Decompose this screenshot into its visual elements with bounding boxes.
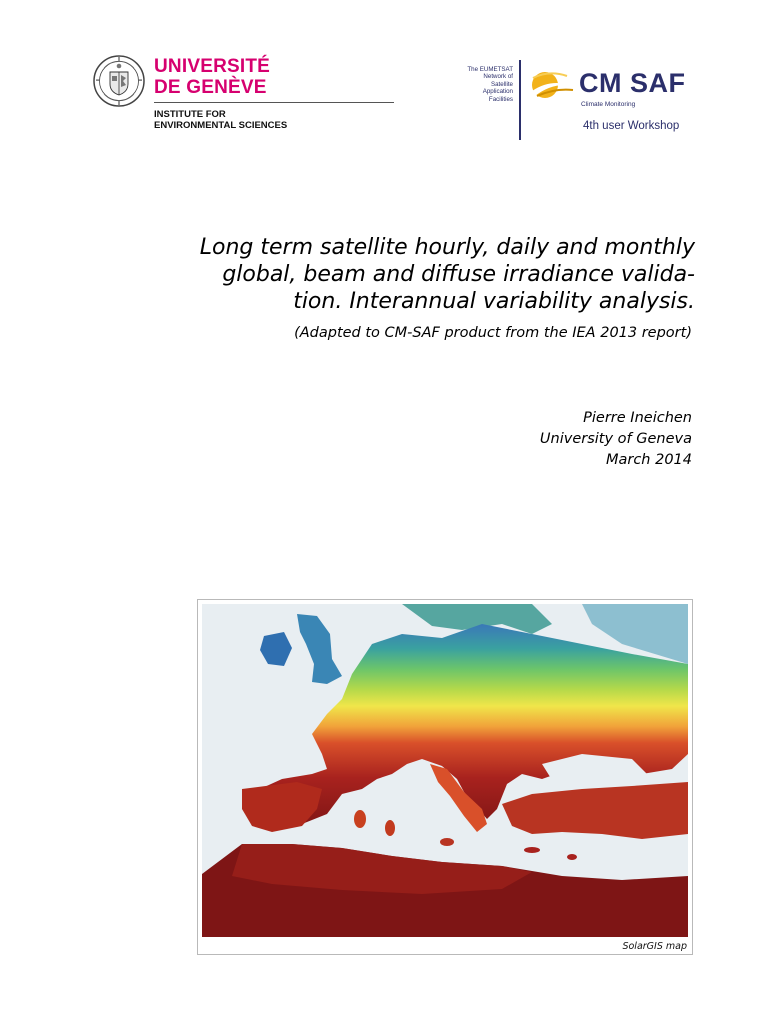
network-line: Satellite (490, 80, 513, 88)
document-date: March 2014 (605, 452, 692, 468)
document-title (85, 234, 695, 315)
cmsaf-title: CM SAF (579, 68, 686, 98)
university-name-line2: DE GENÈVE (154, 77, 267, 98)
university-seal-icon (92, 54, 146, 108)
network-line: The EUMETSAT (467, 66, 513, 73)
network-line: Network of (483, 73, 513, 81)
network-line: Application (482, 88, 513, 96)
title-line: tion. Interannual variability analysis. (293, 289, 695, 314)
cmsaf-logo (455, 54, 695, 140)
sun-swirl-icon (529, 66, 575, 104)
institute-name (154, 109, 287, 131)
title-line: Long term satellite hourly, daily and monthly (199, 235, 695, 260)
europe-irradiance-map (202, 604, 688, 937)
document-subtitle: (Adapted to CM-SAF product from the IEA 2013 report) (294, 325, 692, 341)
map-caption: SolarGIS map (622, 941, 687, 952)
author-affiliation: University of Geneva (539, 431, 692, 447)
network-line: Facilities (488, 95, 513, 103)
logo-divider (154, 102, 394, 103)
workshop-label: 4th user Workshop (583, 120, 680, 132)
cmsaf-subtitle: Climate Monitoring (581, 101, 636, 108)
logo-divider (519, 60, 521, 140)
unige-logo (92, 54, 304, 134)
author-name: Pierre Ineichen (583, 410, 692, 426)
author-block (540, 408, 692, 471)
university-name-line1: UNIVERSITÉ (154, 56, 271, 77)
eumetsat-network-text (455, 66, 513, 103)
institute-line1: INSTITUTE FOR (154, 109, 226, 120)
institute-line2: ENVIRONMENTAL SCIENCES (154, 120, 288, 131)
university-name (154, 56, 270, 98)
title-line: global, beam and diffuse irradiance valida- (222, 262, 695, 287)
irradiance-map-figure (197, 599, 693, 955)
